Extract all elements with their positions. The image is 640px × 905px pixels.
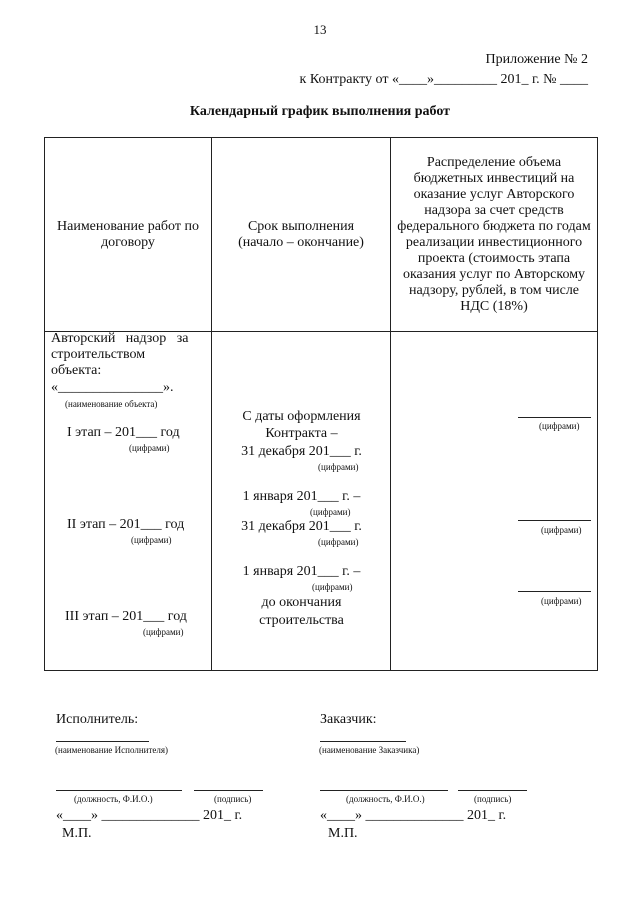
work-intro-line2: строительством bbox=[51, 347, 146, 362]
stage3-amount-caption: (цифрами) bbox=[541, 596, 582, 606]
table-header-row bbox=[45, 138, 598, 332]
customer-sign-line bbox=[458, 790, 527, 791]
executor-position-caption: (должность, Ф.И.О.) bbox=[74, 794, 153, 804]
executor-seal: М.П. bbox=[62, 826, 92, 841]
stage2-amount-line bbox=[518, 520, 591, 521]
header-deadline-text: Срок выполнения (начало – окончание) bbox=[238, 218, 364, 250]
customer-date: «____» ______________ 201_ г. bbox=[320, 808, 507, 823]
deadline-cell bbox=[212, 332, 391, 671]
stage2-end-caption: (цифрами) bbox=[318, 537, 359, 547]
stage3-end-line1: до окончания bbox=[261, 595, 342, 610]
document-title: Календарный график выполнения работ bbox=[189, 104, 451, 119]
work-intro-line1: Авторский надзор за bbox=[51, 331, 189, 346]
header-budget-text: Распределение объема бюджетных инвестиций на оказание услуг Авторского надзора за счет средств федерального бюджета по годам реализации инвестиционного проекта (стоимость этапа оказания услуг по Авторскому надзору, рублей, в том числе НДС (18%) bbox=[397, 154, 591, 314]
page-number: 13 bbox=[313, 22, 327, 37]
stage1-amount-line bbox=[518, 417, 591, 418]
stage1-amount-caption: (цифрами) bbox=[539, 421, 580, 431]
customer-sign-caption: (подпись) bbox=[474, 794, 512, 804]
executor-label: Исполнитель: bbox=[56, 712, 139, 727]
customer-name-caption: (наименование Заказчика) bbox=[319, 745, 420, 755]
executor-sign-caption: (подпись) bbox=[214, 794, 252, 804]
executor-name-line bbox=[56, 741, 149, 742]
stage1-caption: (цифрами) bbox=[129, 443, 170, 453]
header-budget bbox=[391, 138, 598, 332]
object-name-line: «_______________». bbox=[51, 380, 174, 395]
object-name-caption: (наименование объекта) bbox=[65, 399, 158, 409]
budget-cell bbox=[391, 332, 598, 671]
table-row bbox=[45, 332, 598, 671]
customer-seal: М.П. bbox=[328, 826, 358, 841]
stage2-caption: (цифрами) bbox=[131, 535, 172, 545]
stage2-label: II этап – 201___ год bbox=[67, 517, 185, 532]
stage1-end: 31 декабря 201___ г. bbox=[241, 444, 362, 459]
appendix-number: Приложение № 2 bbox=[485, 52, 588, 67]
header-deadline bbox=[212, 138, 391, 332]
stage2-start: 1 января 201___ г. – bbox=[242, 489, 361, 504]
stage2-start-caption: (цифрами) bbox=[310, 507, 351, 517]
executor-position-line bbox=[56, 790, 182, 791]
stage3-start-caption: (цифрами) bbox=[312, 582, 353, 592]
header-work-name bbox=[45, 138, 212, 332]
stage1-label: I этап – 201___ год bbox=[67, 425, 180, 440]
stage3-label: III этап – 201___ год bbox=[65, 609, 187, 624]
customer-position-line bbox=[320, 790, 448, 791]
appendix-contract-ref: к Контракту от «____»_________ 201_ г. № ____ bbox=[299, 72, 588, 87]
executor-name-caption: (наименование Исполнителя) bbox=[55, 745, 169, 755]
stage2-amount-caption: (цифрами) bbox=[541, 525, 582, 535]
executor-sign-line bbox=[194, 790, 263, 791]
work-name-cell bbox=[45, 332, 212, 671]
customer-name-line bbox=[320, 741, 406, 742]
header-work-name-text: Наименование работ по договору bbox=[57, 218, 199, 250]
executor-date: «____» ______________ 201_ г. bbox=[56, 808, 243, 823]
schedule-table bbox=[44, 137, 598, 671]
stage3-end-line2: строительства bbox=[259, 613, 344, 628]
stage1-start: С даты оформления bbox=[242, 409, 361, 424]
stage1-end-caption: (цифрами) bbox=[318, 462, 359, 472]
customer-label: Заказчик: bbox=[320, 712, 377, 727]
stage3-caption: (цифрами) bbox=[143, 627, 184, 637]
stage3-start: 1 января 201___ г. – bbox=[242, 564, 361, 579]
stage3-amount-line bbox=[518, 591, 591, 592]
stage1-contract: Контракта – bbox=[265, 426, 338, 441]
stage2-end: 31 декабря 201___ г. bbox=[241, 519, 362, 534]
work-intro-line3: объекта: bbox=[51, 363, 102, 378]
customer-position-caption: (должность, Ф.И.О.) bbox=[346, 794, 425, 804]
